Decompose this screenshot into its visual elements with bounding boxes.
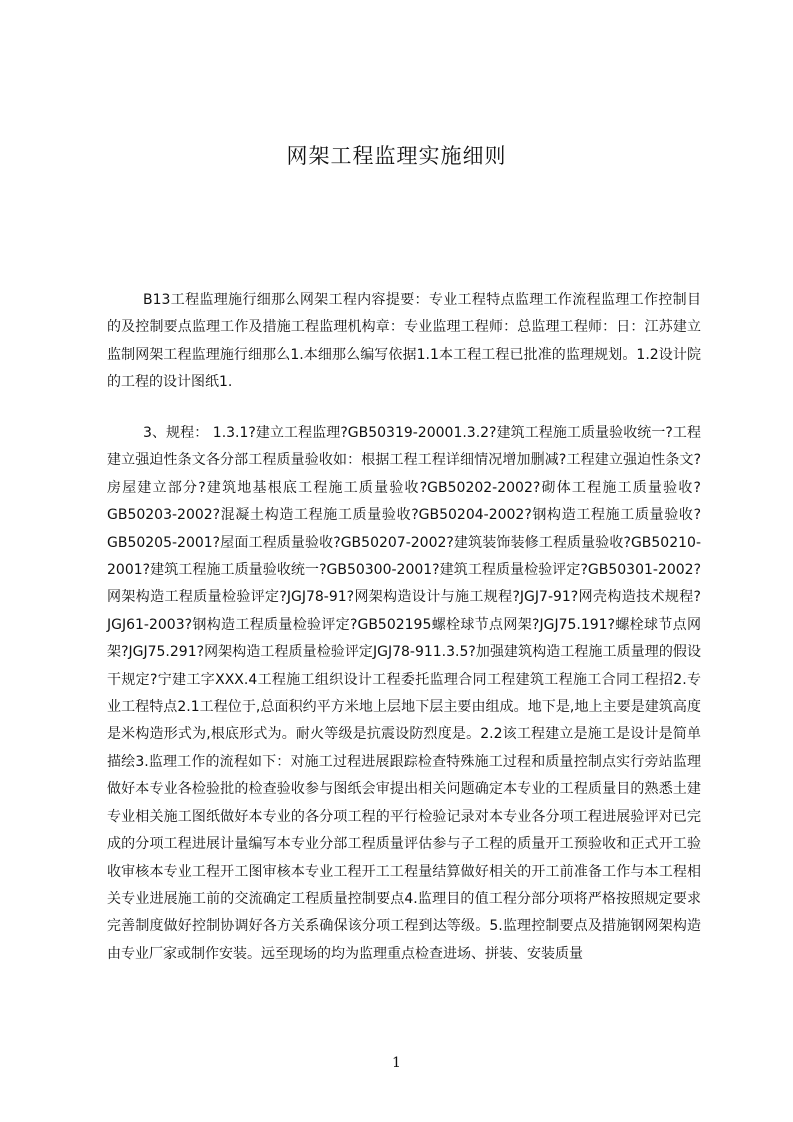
document-title: 网架工程监理实施细则 bbox=[286, 144, 507, 168]
body-paragraph-intro: B13工程监理施行细那么网架工程内容提要：专业工程特点监理工作流程监理工作控制目的及控制要点监理工作及措施工程监理机构章：专业监理工程师：总监理工程师：日：江苏建立监制网架工程监理施行细那么1.本细那么编写依据1.1本工程工程已批准的监理规划。1.2设计院的工程的设计图纸1. bbox=[107, 292, 701, 391]
page-number: 1 bbox=[392, 1055, 401, 1071]
body-paragraph-regulations: 3、规程： 1.3.1?建立工程监理?GB50319-20001.3.2?建筑工程施工质量验收统一?工程建立强迫性条文各分部工程质量验收如：根据工程工程详细情况增加删减?工程建立强迫性条文?房屋建立部分?建筑地基根底工程施工质量验收?GB50202-2002?砌体工程施工质量验收?GB50203-2002?混凝土构造工程施工质量验收?GB50204-2002?钢构造工程施工质量验收?GB50205-2001?屋面工程质量验收?GB50207-2002?建筑装饰装修工程质量验收?GB50210-2001?建筑工程施工质量验收统一?GB50300-2001?建筑工程质量检验评定?GB50301-2002?网架构造工程质量检验评定?JGJ78-91?网架构造设计与施工规程?JGJ7-91?网壳构造技术规程?JGJ61-2003?钢构造工程质量检验评定?GB502195螺栓球节点网架?JGJ75.191?螺栓球节点网架?JGJ75.291?网架构造工程质量检验评定JGJ78-911.3.5?加强建筑构造工程施工质量理的假设干规定?宁建工字XXX.4工程施工组织设计工程委托监理合同工程建筑工程施工合同工程招2.专业工程特点2.1工程位于,总面积约平方米地上层地下层主要由组成。地下是,地上主要是建筑高度是米构造形式为,根底形式为。耐火等级是抗震设防烈度是。2.2该工程建立是施工是设计是简单描绘3.监理工作的流程如下：对施工过程进展跟踪检查特殊施工过程和质量控制点实行旁站监理做好本专业各检验批的检查验收参与图纸会审提出相关问题确定本专业的工程质量目的熟悉土建专业相关施工图纸做好本专业的各分项工程的平行检验记录对本专业各分项工程进展验评对已完成的分项工程进展计量编写本专业分部工程质量评估参与子工程的质量开工预验收和正式开工验收审核本专业工程开工图审核本专业工程开工工程量结算做好相关的开工前准备工作与本工程相关专业进展施工前的交流确定工程质量控制要点4.监理目的值工程分部分项将严格按照规定要求完善制度做好控制协调好各方关系确保该分项工程到达等级。5.监理控制要点及措施钢网架构造由专业厂家或制作安装。远至现场的均为监理重点检查进场、拼装、安装质量 bbox=[107, 425, 701, 962]
